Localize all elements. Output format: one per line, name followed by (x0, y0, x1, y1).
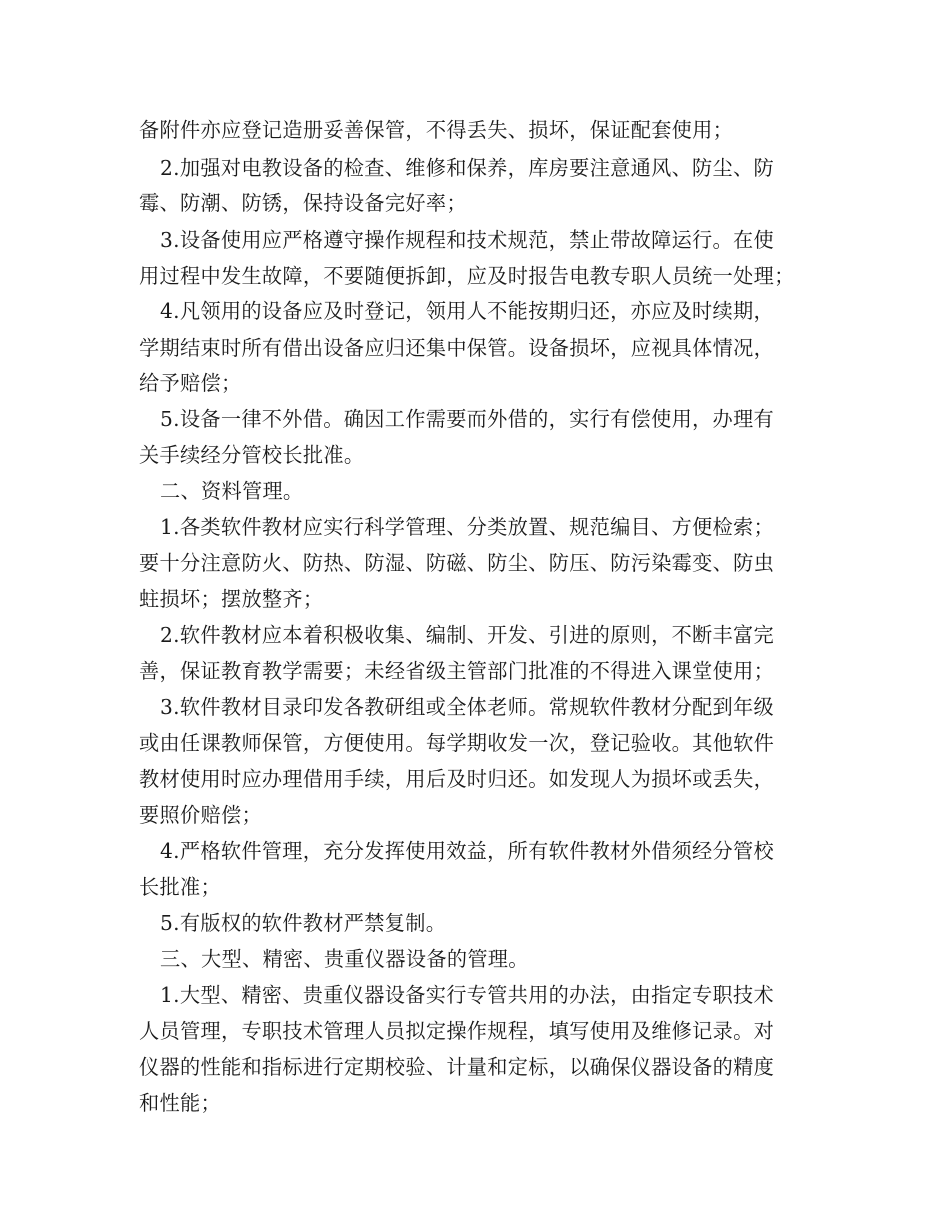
text-line: 蛀损坏；摆放整齐； (139, 587, 324, 611)
text-line: 人员管理，专职技术管理人员拟定操作规程，填写使用及维修记录。对 (139, 1019, 775, 1043)
text-line: 4.严格软件管理，充分发挥使用效益，所有软件教材外借须经分管校 (160, 839, 775, 863)
text-line: 要照价赔偿； (139, 803, 262, 827)
text-line: 教材使用时应办理借用手续，用后及时归还。如发现人为损坏或丢失， (139, 767, 775, 791)
text-line: 和性能； (139, 1091, 221, 1115)
text-line: 学期结束时所有借出设备应归还集中保管。设备损坏，应视具体情况， (139, 336, 775, 360)
text-line: 霉、防潮、防锈，保持设备完好率； (139, 191, 467, 215)
text-line: 1.大型、精密、贵重仪器设备实行专管共用的办法，由指定专职技术 (160, 983, 775, 1007)
text-line: 仪器的性能和指标进行定期校验、计量和定标，以确保仪器设备的精度 (139, 1055, 775, 1079)
text-line: 5.设备一律不外借。确因工作需要而外借的，实行有偿使用，办理有 (160, 407, 775, 431)
text-line: 1.各类软件教材应实行科学管理、分类放置、规范编目、方便检索； (160, 515, 775, 539)
text-line: 4.凡领用的设备应及时登记，领用人不能按期归还，亦应及时续期， (160, 299, 775, 323)
text-line: 用过程中发生故障，不要随便拆卸，应及时报告电教专职人员统一处理； (139, 264, 795, 288)
text-line: 长批准； (139, 875, 221, 899)
text-line: 2.软件教材应本着积极收集、编制、开发、引进的原则，不断丰富完 (160, 623, 775, 647)
text-line: 2.加强对电教设备的检查、维修和保养，库房要注意通风、防尘、防 (160, 156, 775, 180)
text-line: 要十分注意防火、防热、防湿、防磁、防尘、防压、防污染霉变、防虫 (139, 551, 775, 575)
text-line: 或由任课教师保管，方便使用。每学期收发一次，登记验收。其他软件 (139, 731, 775, 755)
text-line: 备附件亦应登记造册妥善保管，不得丢失、损坏，保证配套使用； (139, 118, 734, 142)
text-line: 给予赔偿； (139, 371, 242, 395)
text-line: 5.有版权的软件教材严禁复制。 (160, 911, 447, 935)
text-line: 3.软件教材目录印发各教研组或全体老师。常规软件教材分配到年级 (160, 695, 775, 719)
section-heading: 三、大型、精密、贵重仪器设备的管理。 (160, 947, 529, 971)
section-heading: 二、资料管理。 (160, 479, 304, 503)
text-line: 善，保证教育教学需要；未经省级主管部门批准的不得进入课堂使用； (139, 659, 775, 683)
text-line: 3.设备使用应严格遵守操作规程和技术规范，禁止带故障运行。在使 (160, 228, 775, 252)
text-line: 关手续经分管校长批准。 (139, 443, 365, 467)
